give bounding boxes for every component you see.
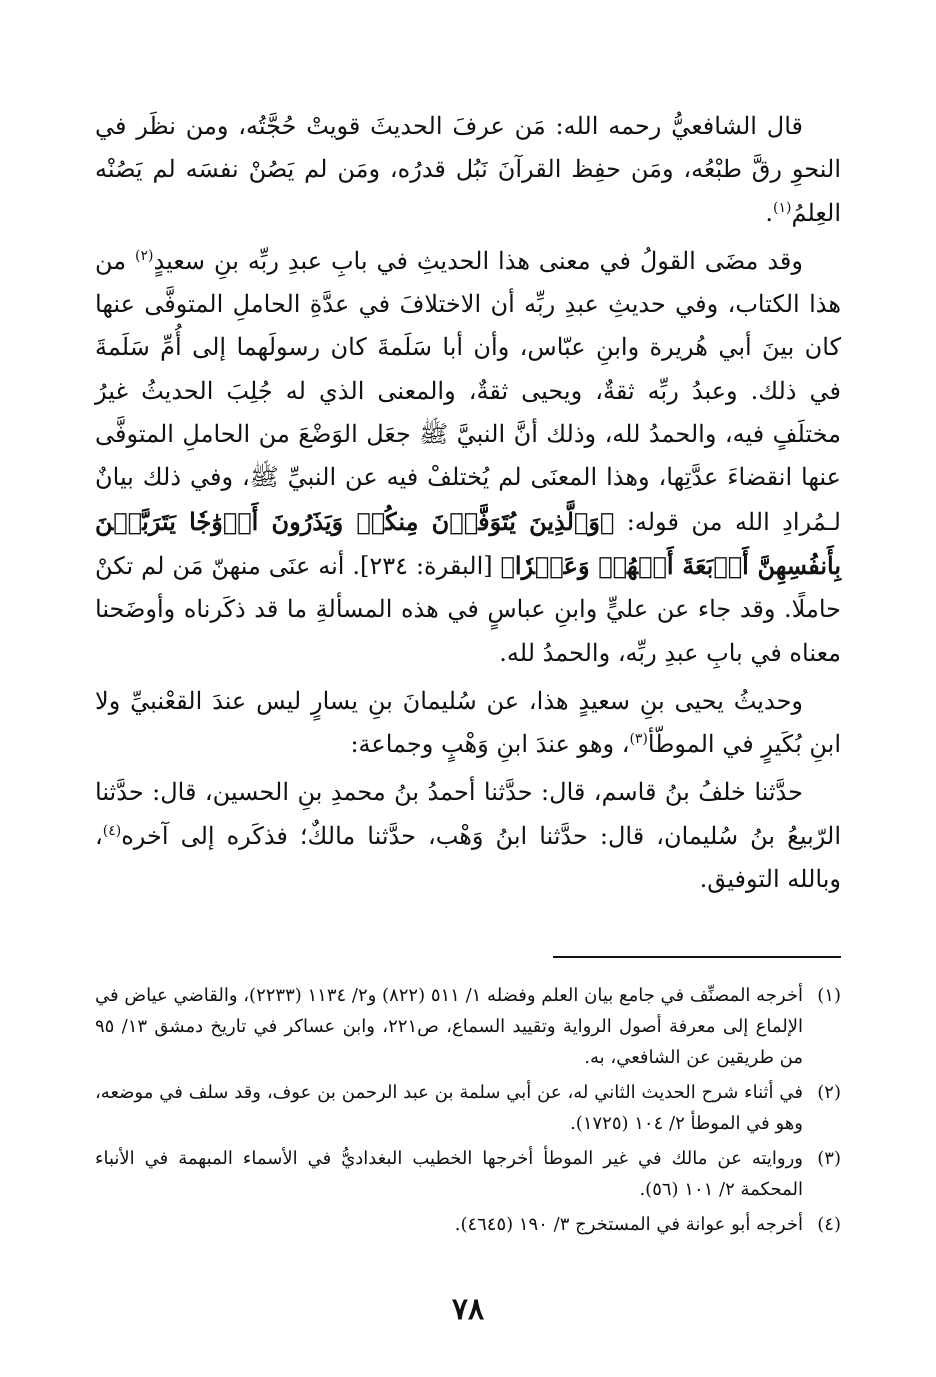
footnote-2 (95, 1077, 841, 1139)
paragraph-4-end: ، وبالله التوفيق. (95, 821, 841, 894)
page-number: ٧٨ (451, 1292, 485, 1327)
footnote-text: في أثناء شرح الحديث الثاني له، عن أبي سلمة بن عبد الرحمن بن عوف، وقد سلف في موضعه، وهو في الموطأ ٢/ ١٠٤ (١٧٢٥). (95, 1082, 803, 1134)
quran-citation: [البقرة: ٢٣٤] (360, 551, 501, 580)
paragraph-2-end: . أنه عنَى منهنّ مَن لم تكنْ حاملًا. وقد جاء عن عليٍّ وابنِ عباسٍ في هذه المسألةِ ما قد ذكَرناه وأوضَحنا معناه في بابِ عبدِ ربِّه، والحمدُ لله. (95, 551, 841, 667)
footnote-1 (95, 980, 841, 1073)
footnote-number: (٤) (817, 1214, 841, 1235)
main-text (95, 105, 841, 901)
footnote-text: أخرجه المصنِّف في جامع بيان العلم وفضله ١/ ٥١١ (٨٢٢) و٢/ ١١٣٤ (٢٢٣٣)، والقاضي عياض في الإلماع إلى معرفة أصول الرواية وتقييد السماع، ص٢٢١، وابن عساكر في تاريخ دمشق ١٣/ ٩٥ من طريقين عن الشافعي، به. (95, 985, 803, 1068)
footnote-ref-2: (٢) (135, 247, 154, 264)
footnote-text: أخرجه أبو عوانة في المستخرج ٣/ ١٩٠ (٤٦٤٥). (454, 1214, 803, 1235)
paragraph-4-start: حدَّثنا خلفُ بنُ قاسم، قال: حدَّثنا أحمدُ بنُ محمدِ بنِ الحسين، قال: حدَّثنا الرّبيعُ بنُ سُليمان، قال: حدَّثنا ابنُ وَهْب، حدَّثنا مالكٌ؛ فذكَره إلى آخره (95, 778, 841, 850)
footnote-ref-1: (١) (773, 199, 792, 216)
paragraph-3-end: ، وهو عندَ ابنِ وَهْبٍ وجماعة: (350, 730, 630, 759)
paragraph-2-middle: من هذا الكتاب، وفي حديثِ عبدِ ربِّه أن الاختلافَ في عدَّةِ الحاملِ المتوفَّى عنها كان بينَ أبي هُريرة وابنِ عبّاس، وأن أبا سَلَمةَ كان رسولَهما إلى أُمِّ سَلَمةَ في ذلك. وعبدُ ربِّه ثقةٌ، ويحيى ثقةٌ، والمعنى الذي له جُلِبَ الحديثُ غيرُ مختلَفٍ فيه، والحمدُ لله، وذلك أنَّ النبيَّ ﷺ جعَل الوَضْعَ من الحاملِ المتوفَّى عنها انقضاءَ عدَّتِها، وهذا المعنَى لم يُختلفْ فيه عن النبيِّ ﷺ، وفي ذلك بيانٌ لـمُرادِ الله من قوله: (95, 246, 841, 536)
footnote-4 (95, 1209, 841, 1240)
paragraph-1 (95, 105, 841, 235)
paragraph-2 (95, 240, 841, 675)
paragraph-1-text: قال الشافعيُّ رحمه الله: مَن عرفَ الحديثَ قويتْ حُجَّتُه، ومن نظَر في النحوِ رقَّ طبْعُه، ومَن حفِظ القرآنَ نَبُل قدرُه، ومَن لم يَصُنْ نفسَه لم يَصُنْه العِلمُ (95, 112, 841, 227)
footnote-ref-4: (٤) (102, 822, 122, 839)
footnote-text: وروايته عن مالك في غير الموطأ أخرجها الخطيب البغداديُّ في الأسماء المبهمة في الأنباء المحكمة ٢/ ١٠١ (٥٦). (95, 1148, 803, 1200)
footnote-number: (٣) (817, 1148, 841, 1169)
paragraph-3 (95, 680, 841, 767)
paragraph-4 (95, 771, 841, 901)
footnotes (95, 980, 841, 1244)
footnote-separator (553, 956, 841, 958)
footnote-3 (95, 1143, 841, 1205)
footnote-ref-3: (٣) (629, 731, 648, 748)
paragraph-1-end: . (765, 198, 774, 227)
footnote-number: (١) (817, 985, 841, 1006)
paragraph-3-start: وحديثُ يحيى بنِ سعيدٍ هذا، عن سُليمانَ بنِ يسارٍ ليس عندَ القعْنبيِّ ولا ابنِ بُكَيرٍ في الموطّأ (95, 686, 841, 759)
quran-verse: ﴿وَٱلَّذِينَ يُتَوَفَّوۡنَ مِنكُمۡ وَيَذَرُونَ أَزۡوَٰجٗا يَتَرَبَّصۡنَ بِأَنفُسِهِنَّ أَرۡبَعَةَ أَشۡهُرٖ وَعَشۡرٗا﴾ (95, 506, 841, 580)
paragraph-2-start: وقد مضَى القولُ في معنى هذا الحديثِ في بابِ عبدِ ربِّه بنِ سعيدٍ (153, 246, 803, 275)
footnote-number: (٢) (817, 1082, 841, 1103)
